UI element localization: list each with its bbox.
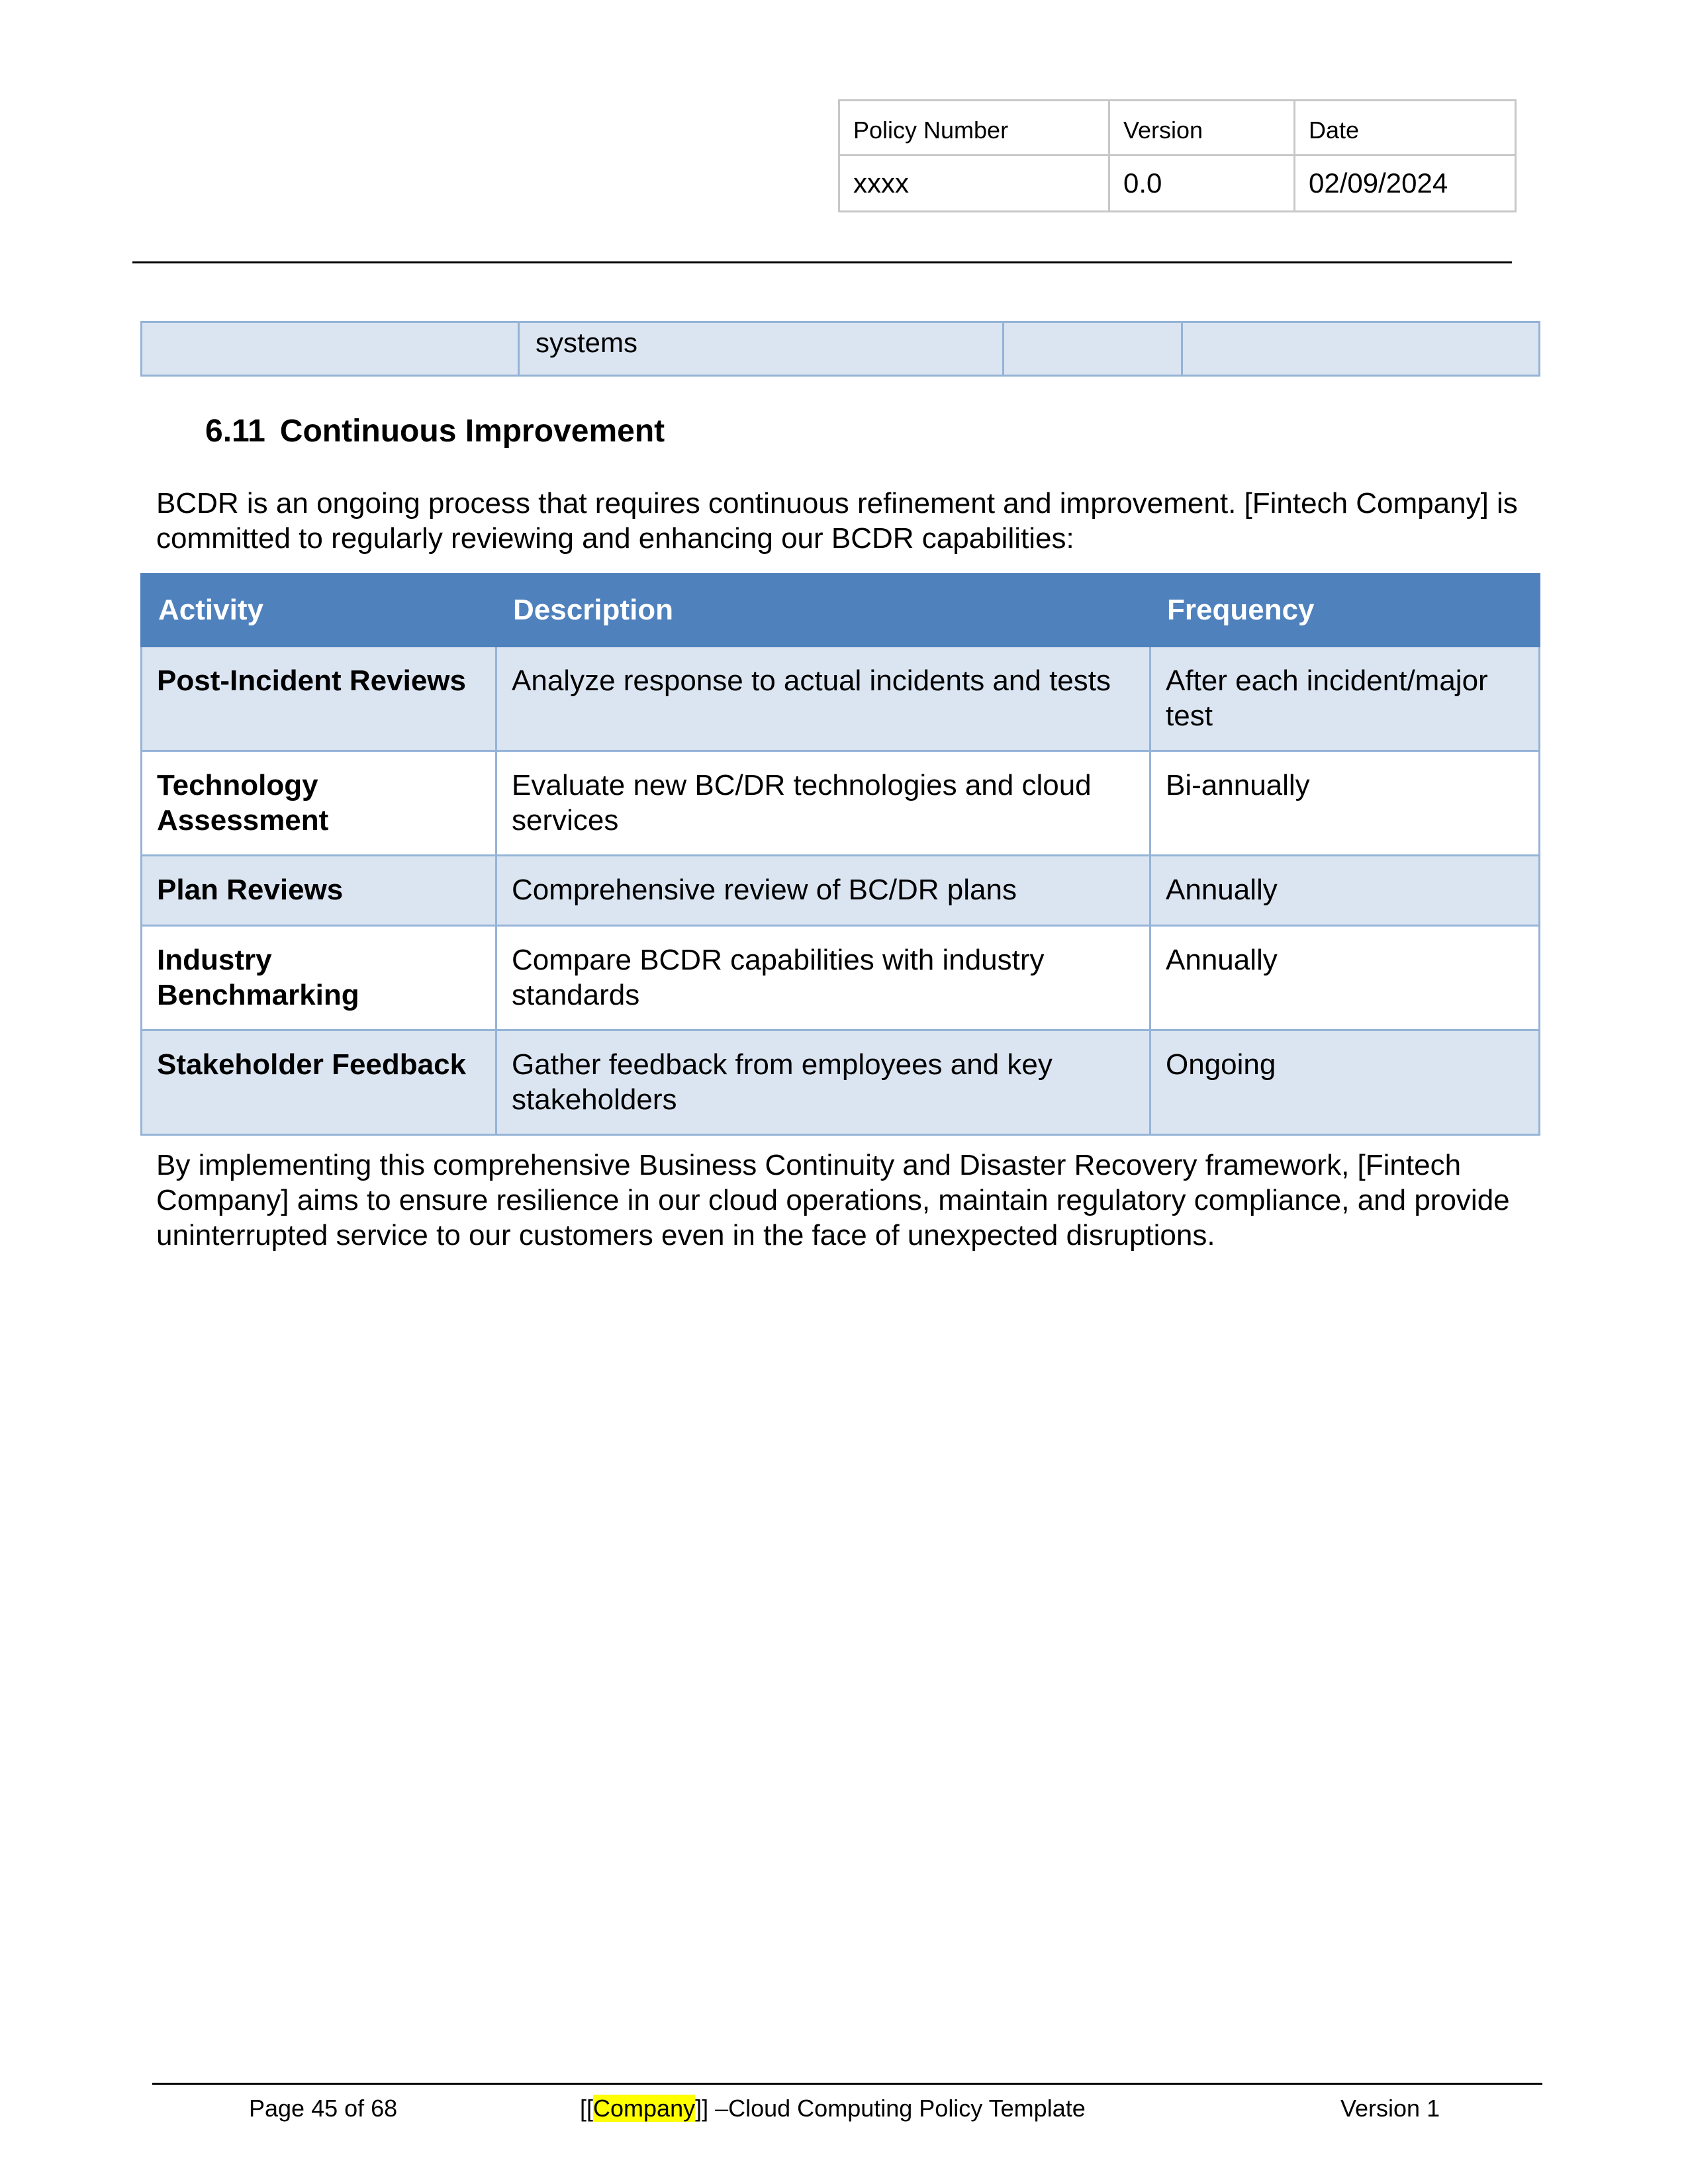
- header-divider: [132, 261, 1512, 263]
- description-cell: Evaluate new BC/DR technologies and cloud services: [496, 751, 1150, 856]
- activity-cell: Technology Assessment: [142, 751, 496, 856]
- conclusion-paragraph: By implementing this comprehensive Business Continuity and Disaster Recovery framework, [Fintech Company] aims to ensure resilience in our cloud operations, maintain regulatory compliance, and provide uninterrupted service to our customers even in the face of unexpected disruptions.: [156, 1149, 1510, 1251]
- continuous-improvement-table: [140, 573, 1540, 1136]
- policy-info-label-row: [839, 101, 1516, 156]
- continued-cell-4: [1182, 322, 1540, 376]
- page-number: Page 45 of 68: [249, 2095, 398, 2122]
- activity-cell: Plan Reviews: [142, 856, 496, 926]
- table-row: [142, 926, 1540, 1030]
- date-label: Date: [1295, 101, 1516, 156]
- document-title: [580, 2094, 1086, 2123]
- table-row: [142, 751, 1540, 856]
- frequency-cell: After each incident/major test: [1150, 647, 1540, 751]
- header-frequency: Frequency: [1150, 574, 1540, 647]
- description-cell: Analyze response to actual incidents and tests: [496, 647, 1150, 751]
- table-row: [142, 647, 1540, 751]
- section-number: 6.11: [205, 414, 265, 449]
- footer-divider: [152, 2083, 1542, 2085]
- policy-info-value-row: [839, 156, 1516, 212]
- document-version: Version 1: [1340, 2095, 1440, 2122]
- section-heading: [205, 412, 665, 451]
- frequency-cell: Annually: [1150, 856, 1540, 926]
- table-row: [142, 1030, 1540, 1135]
- table-row: [142, 322, 1540, 376]
- date-value: 02/09/2024: [1295, 156, 1516, 212]
- description-cell: Gather feedback from employees and key stakeholders: [496, 1030, 1150, 1135]
- activity-cell: Industry Benchmarking: [142, 926, 496, 1030]
- policy-number-value: xxxx: [839, 156, 1109, 212]
- description-cell: Compare BCDR capabilities with industry standards: [496, 926, 1150, 1030]
- description-cell: Comprehensive review of BC/DR plans: [496, 856, 1150, 926]
- company-placeholder-highlight: Company: [593, 2095, 696, 2122]
- header-activity: Activity: [142, 574, 496, 647]
- frequency-cell: Bi-annually: [1150, 751, 1540, 856]
- policy-info-table: [838, 99, 1517, 212]
- frequency-cell: Annually: [1150, 926, 1540, 1030]
- continued-cell-3: [1004, 322, 1182, 376]
- section-title: Continuous Improvement: [279, 414, 665, 449]
- activity-cell: Stakeholder Feedback: [142, 1030, 496, 1135]
- title-prefix: [[: [580, 2095, 594, 2122]
- title-suffix: ]] –Cloud Computing Policy Template: [695, 2095, 1086, 2122]
- header-description: Description: [496, 574, 1150, 647]
- section-intro: BCDR is an ongoing process that requires continuous refinement and improvement. [Fintech Company] is committed to regularly reviewing and enhancing our BCDR capabilities:: [156, 487, 1518, 555]
- policy-number-label: Policy Number: [839, 101, 1109, 156]
- table-header-row: [142, 574, 1540, 647]
- activity-cell: Post-Incident Reviews: [142, 647, 496, 751]
- table-row: [142, 856, 1540, 926]
- continued-table-row: [140, 321, 1540, 377]
- frequency-cell: Ongoing: [1150, 1030, 1540, 1135]
- continued-cell-2: systems: [519, 322, 1004, 376]
- version-label: Version: [1109, 101, 1295, 156]
- continued-cell-1: [142, 322, 519, 376]
- version-value: 0.0: [1109, 156, 1295, 212]
